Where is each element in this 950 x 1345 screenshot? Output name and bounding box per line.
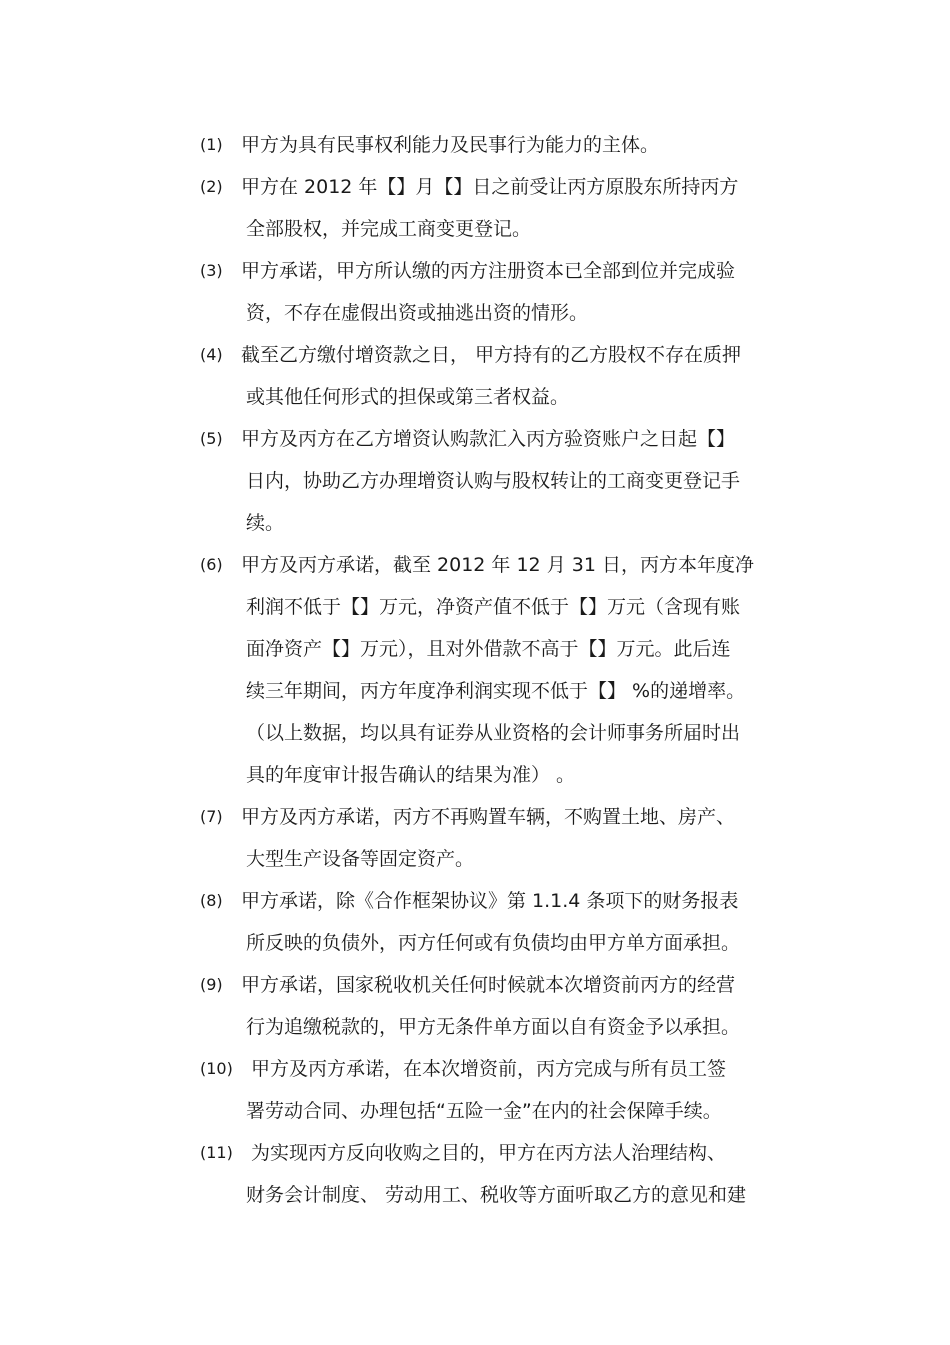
clause-line	[0, 628, 950, 670]
clause-text-continued: 利润不低于【】万元，净资产值不低于【】万元（含现有账	[246, 596, 741, 618]
clause-6	[0, 544, 950, 796]
clause-line	[0, 1174, 950, 1216]
clause-line	[0, 166, 950, 208]
clause-text: 甲方在 2012 年【】月【】日之前受让丙方原股东所持丙方	[241, 176, 739, 198]
clause-number: (4)	[200, 345, 223, 364]
clause-text: 甲方承诺，甲方所认缴的丙方注册资本已全部到位并完成验	[241, 260, 736, 282]
clause-text-continued: （以上数据，均以具有证券从业资格的会计师事务所届时出	[246, 722, 741, 744]
clause-text-continued: 大型生产设备等固定资产。	[246, 848, 475, 870]
clause-number: (6)	[200, 555, 223, 574]
clause-line	[0, 544, 950, 586]
clause-text-continued: 具的年度审计报告确认的结果为准） 。	[246, 764, 576, 786]
clause-text-continued: 行为追缴税款的，甲方无条件单方面以自有资金予以承担。	[246, 1016, 741, 1038]
clause-line	[0, 586, 950, 628]
clause-9	[0, 964, 950, 1048]
clause-2	[0, 166, 950, 250]
clause-5	[0, 418, 950, 544]
clause-text: 甲方承诺，除《合作框架协议》第 1.1.4 条项下的财务报表	[241, 890, 739, 912]
clause-4	[0, 334, 950, 418]
clause-line	[0, 796, 950, 838]
clause-line	[0, 334, 950, 376]
clause-text: 甲方为具有民事权利能力及民事行为能力的主体。	[241, 134, 660, 156]
clause-10	[0, 1048, 950, 1132]
clause-line	[0, 208, 950, 250]
clause-text-continued: 日内，协助乙方办理增资认购与股权转让的工商变更登记手	[246, 470, 741, 492]
clause-number: (2)	[200, 177, 223, 196]
clause-line	[0, 1132, 950, 1174]
clause-3	[0, 250, 950, 334]
clause-text: 为实现丙方反向收购之目的，甲方在丙方法人治理结构、	[251, 1142, 727, 1164]
clause-text: 甲方及丙方承诺，丙方不再购置车辆，不购置土地、房产、	[241, 806, 736, 828]
clause-text: 甲方及丙方在乙方增资认购款汇入丙方验资账户之日起【】	[241, 428, 736, 450]
clause-line	[0, 964, 950, 1006]
clause-text: 甲方及丙方承诺，截至 2012 年 12 月 31 日，丙方本年度净	[241, 554, 754, 576]
clause-text-continued: 所反映的负债外，丙方任何或有负债均由甲方单方面承担。	[246, 932, 741, 954]
clause-text-continued: 财务会计制度、 劳动用工、税收等方面听取乙方的意见和建	[246, 1184, 747, 1206]
clause-number: (10)	[200, 1059, 233, 1078]
clause-text-continued: 全部股权，并完成工商变更登记。	[246, 218, 532, 240]
clause-number: (11)	[200, 1143, 233, 1162]
clause-line	[0, 124, 950, 166]
clause-text: 甲方承诺，国家税收机关任何时候就本次增资前丙方的经营	[241, 974, 736, 996]
clause-1	[0, 124, 950, 166]
clause-line	[0, 754, 950, 796]
clause-number: (1)	[200, 135, 223, 154]
clause-number: (5)	[200, 429, 223, 448]
clause-line	[0, 418, 950, 460]
clause-text-continued: 署劳动合同、办理包括“五险一金”在内的社会保障手续。	[246, 1100, 722, 1122]
clause-text-continued: 或其他任何形式的担保或第三者权益。	[246, 386, 570, 408]
clause-text: 截至乙方缴付增资款之日， 甲方持有的乙方股权不存在质押	[241, 344, 742, 366]
clause-text-continued: 续三年期间，丙方年度净利润实现不低于【】 %的递增率。	[246, 680, 746, 702]
clause-line	[0, 460, 950, 502]
clause-11	[0, 1132, 950, 1216]
clause-list	[0, 124, 950, 1216]
clause-line	[0, 712, 950, 754]
clause-number: (9)	[200, 975, 223, 994]
clause-line	[0, 292, 950, 334]
clause-line	[0, 376, 950, 418]
clause-line	[0, 1090, 950, 1132]
clause-line	[0, 250, 950, 292]
clause-line	[0, 838, 950, 880]
clause-number: (7)	[200, 807, 223, 826]
clause-line	[0, 1048, 950, 1090]
clause-text-continued: 面净资产【】万元），且对外借款不高于【】万元。此后连	[246, 638, 731, 660]
clause-7	[0, 796, 950, 880]
clause-line	[0, 1006, 950, 1048]
clause-number: (3)	[200, 261, 223, 280]
clause-line	[0, 922, 950, 964]
clause-number: (8)	[200, 891, 223, 910]
clause-line	[0, 502, 950, 544]
clause-line	[0, 880, 950, 922]
clause-text-continued: 资，不存在虚假出资或抽逃出资的情形。	[246, 302, 589, 324]
clause-8	[0, 880, 950, 964]
clause-text: 甲方及丙方承诺，在本次增资前，丙方完成与所有员工签	[251, 1058, 727, 1080]
clause-line	[0, 670, 950, 712]
clause-text-continued: 续。	[246, 512, 285, 534]
